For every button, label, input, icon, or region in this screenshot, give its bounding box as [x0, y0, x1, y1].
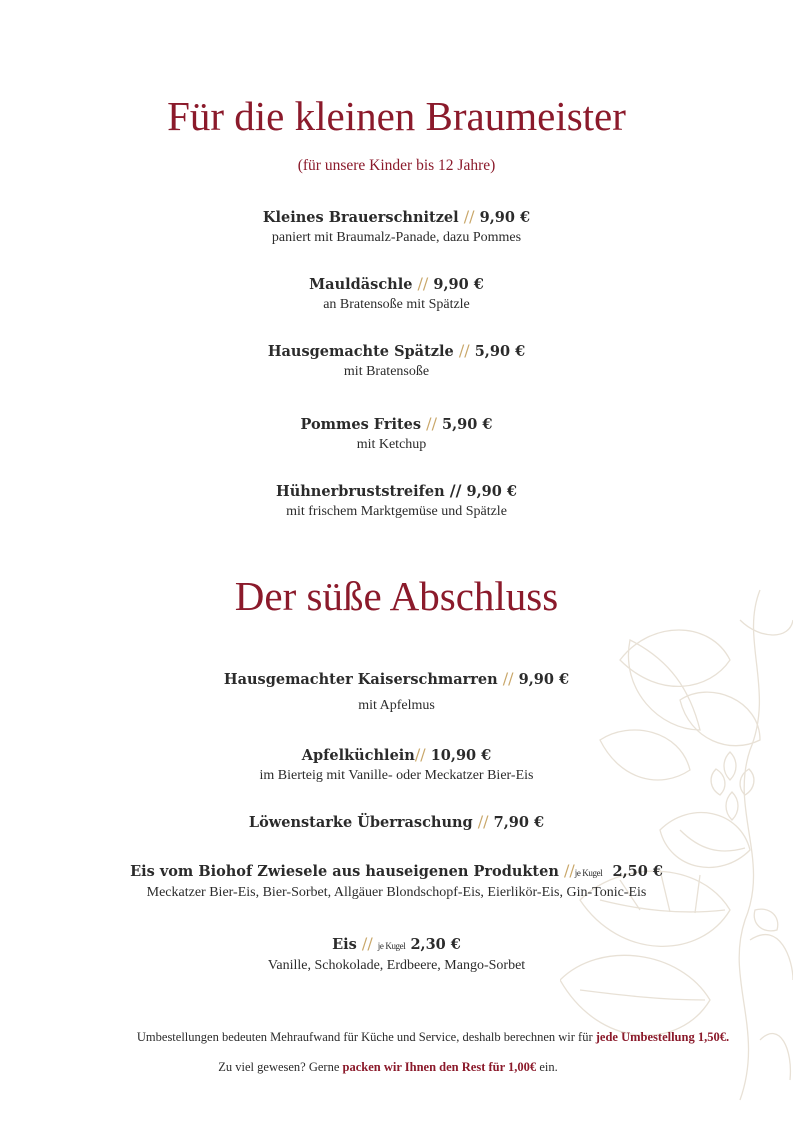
item-description: mit Ketchup — [356, 437, 427, 452]
item-unit: je Kugel — [377, 941, 406, 951]
item-name: Eis vom Biohof Zwiesele aus hauseigenen Produkten — [130, 863, 559, 880]
menu-item — [0, 341, 793, 382]
item-description: mit frischem Marktgemüse und Spätzle — [286, 504, 507, 519]
item-description: mit Apfelmus — [358, 698, 435, 713]
kids-section-subtitle: (für unsere Kinder bis 12 Jahre) — [297, 157, 496, 174]
item-description: paniert mit Braumalz-Panade, dazu Pommes — [271, 230, 522, 245]
separator: // — [458, 341, 470, 360]
footer-line-2-text: Zu viel gewesen? Gerne — [218, 1060, 343, 1074]
item-name: Mauldäschle — [309, 276, 413, 293]
dessert-section-title: Der süße Abschluss — [234, 573, 559, 619]
menu-item — [0, 861, 793, 903]
item-name: Apfelküchlein — [301, 747, 415, 764]
footer-note — [88, 1030, 778, 1045]
item-price: 5,90 € — [442, 416, 493, 433]
footer-line-2-highlight: packen wir Ihnen den Rest für 1,00€ — [342, 1060, 537, 1074]
item-price: 9,90 € — [479, 209, 531, 226]
item-description: an Bratensoße mit Spätzle — [323, 297, 470, 312]
menu-item — [0, 812, 793, 833]
item-price: 9,90 € — [518, 671, 570, 688]
item-price: 5,90 € — [474, 343, 526, 360]
item-price: 2,50 € — [612, 863, 663, 880]
separator: // — [563, 861, 575, 880]
separator: // — [414, 745, 426, 764]
separator: // — [502, 669, 514, 688]
separator: // — [477, 812, 489, 831]
footer-line-1-highlight: jede Umbestellung 1,50€. — [595, 1030, 730, 1044]
menu-item — [0, 481, 793, 522]
item-name: Kleines Brauerschnitzel — [262, 209, 459, 226]
separator: // — [463, 207, 475, 226]
item-name: Hühnerbruststreifen — [276, 483, 445, 500]
menu-item — [0, 207, 793, 248]
kids-section-title: Für die kleinen Braumeister — [167, 93, 626, 139]
dessert-section-title-wrap — [0, 572, 793, 620]
item-name: Pommes Frites — [300, 416, 422, 433]
menu-item — [0, 934, 793, 976]
item-description: Vanille, Schokolade, Erdbeere, Mango-Sorbet — [267, 958, 526, 973]
item-name: Hausgemachte Spätzle — [267, 343, 454, 360]
item-price: 7,90 € — [493, 814, 545, 831]
separator: // — [449, 481, 462, 500]
item-name: Hausgemachter Kaiserschmarren — [223, 671, 498, 688]
item-description: mit Bratensoße — [343, 364, 430, 379]
menu-item — [0, 414, 793, 455]
item-price: 9,90 € — [433, 276, 484, 293]
separator: // — [361, 934, 373, 953]
item-name: Löwenstarke Überraschung — [248, 814, 473, 831]
footer-line-2 — [88, 1060, 688, 1075]
item-name: Eis — [332, 936, 357, 953]
footer-line-1 — [88, 1030, 778, 1045]
item-unit: je Kugel — [574, 868, 603, 878]
item-price: 10,90 € — [430, 747, 492, 764]
menu-item — [0, 274, 793, 315]
separator: // — [426, 414, 437, 433]
footer-line-1-text: Umbestellungen bedeuten Mehraufwand für Küche und Service, deshalb berechnen wir für — [136, 1030, 596, 1044]
kids-section-title-wrap — [0, 92, 793, 140]
menu-item — [0, 669, 793, 716]
separator: // — [417, 274, 429, 293]
item-description: Meckatzer Bier-Eis, Bier-Sorbet, Allgäuer Blondschopf-Eis, Eierlikör-Eis, Gin-Tonic-Eis — [146, 885, 647, 900]
item-description: im Bierteig mit Vanille- oder Meckatzer Bier-Eis — [259, 768, 534, 783]
item-price: 2,30 € — [410, 936, 461, 953]
item-price: 9,90 € — [466, 483, 517, 500]
menu-item — [0, 745, 793, 786]
footer-line-2-end: ein. — [536, 1060, 558, 1074]
